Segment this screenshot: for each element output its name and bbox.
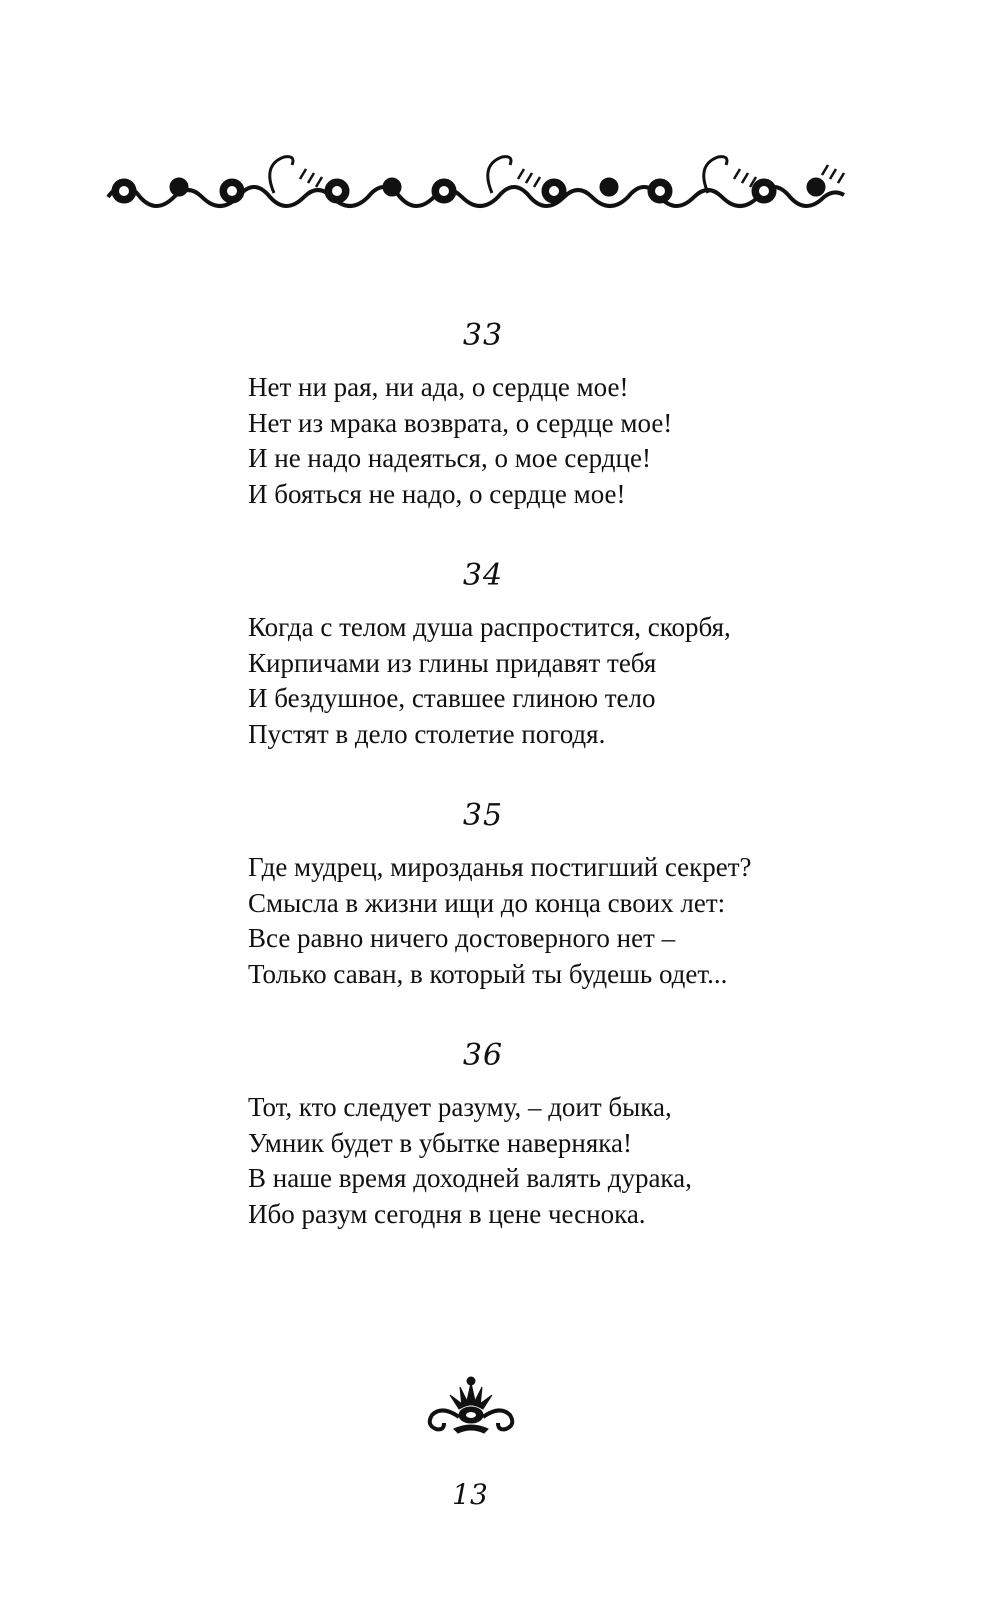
poem-line: Когда с телом душа распростится, скорбя,	[248, 612, 731, 642]
poem-line: Пустят в дело столетие погодя.	[248, 718, 606, 749]
poem-line: В наше время доходней валять дурака,	[248, 1163, 692, 1193]
poem-line: И бездушное, ставшее глиною тело	[248, 683, 656, 713]
poem-stanza	[248, 610, 731, 752]
scroll-border-ornament	[104, 145, 849, 220]
poem-line: И не надо надеяться, о мое сердце!	[248, 443, 651, 473]
poem-stanza	[248, 1090, 692, 1232]
poem-stanza	[248, 370, 672, 512]
poem-line: Нет из мрака возврата, о сердце мое!	[248, 407, 673, 438]
poem-stanza	[248, 850, 752, 992]
poem-line: И бояться не надо, о сердце мое!	[248, 478, 626, 509]
poem-line: Только саван, в который ты будешь одет...	[248, 958, 728, 989]
poem-line: Нет ни рая, ни ада, о сердце мое!	[248, 372, 629, 402]
poem-number: 33	[462, 318, 504, 353]
poem-line: Ибо разум сегодня в цене чеснока.	[248, 1198, 646, 1229]
poem-number: 35	[462, 798, 504, 833]
poem-line: Смысла в жизни ищи до конца своих лет:	[248, 887, 726, 918]
poem-line: Тот, кто следует разуму, – доит быка,	[248, 1092, 672, 1122]
poem-number: 34	[462, 558, 504, 593]
poem-number: 36	[462, 1038, 504, 1073]
palmette-ornament	[424, 1375, 518, 1437]
poem-line: Все равно ничего достоверного нет –	[248, 923, 676, 953]
poem-line: Умник будет в убытке наверняка!	[248, 1127, 632, 1158]
poem-line: Кирпичами из глины придавят тебя	[248, 647, 657, 678]
poem-line: Где мудрец, мирозданья постигший секрет?	[248, 852, 752, 882]
page-number: 13	[452, 1478, 488, 1511]
